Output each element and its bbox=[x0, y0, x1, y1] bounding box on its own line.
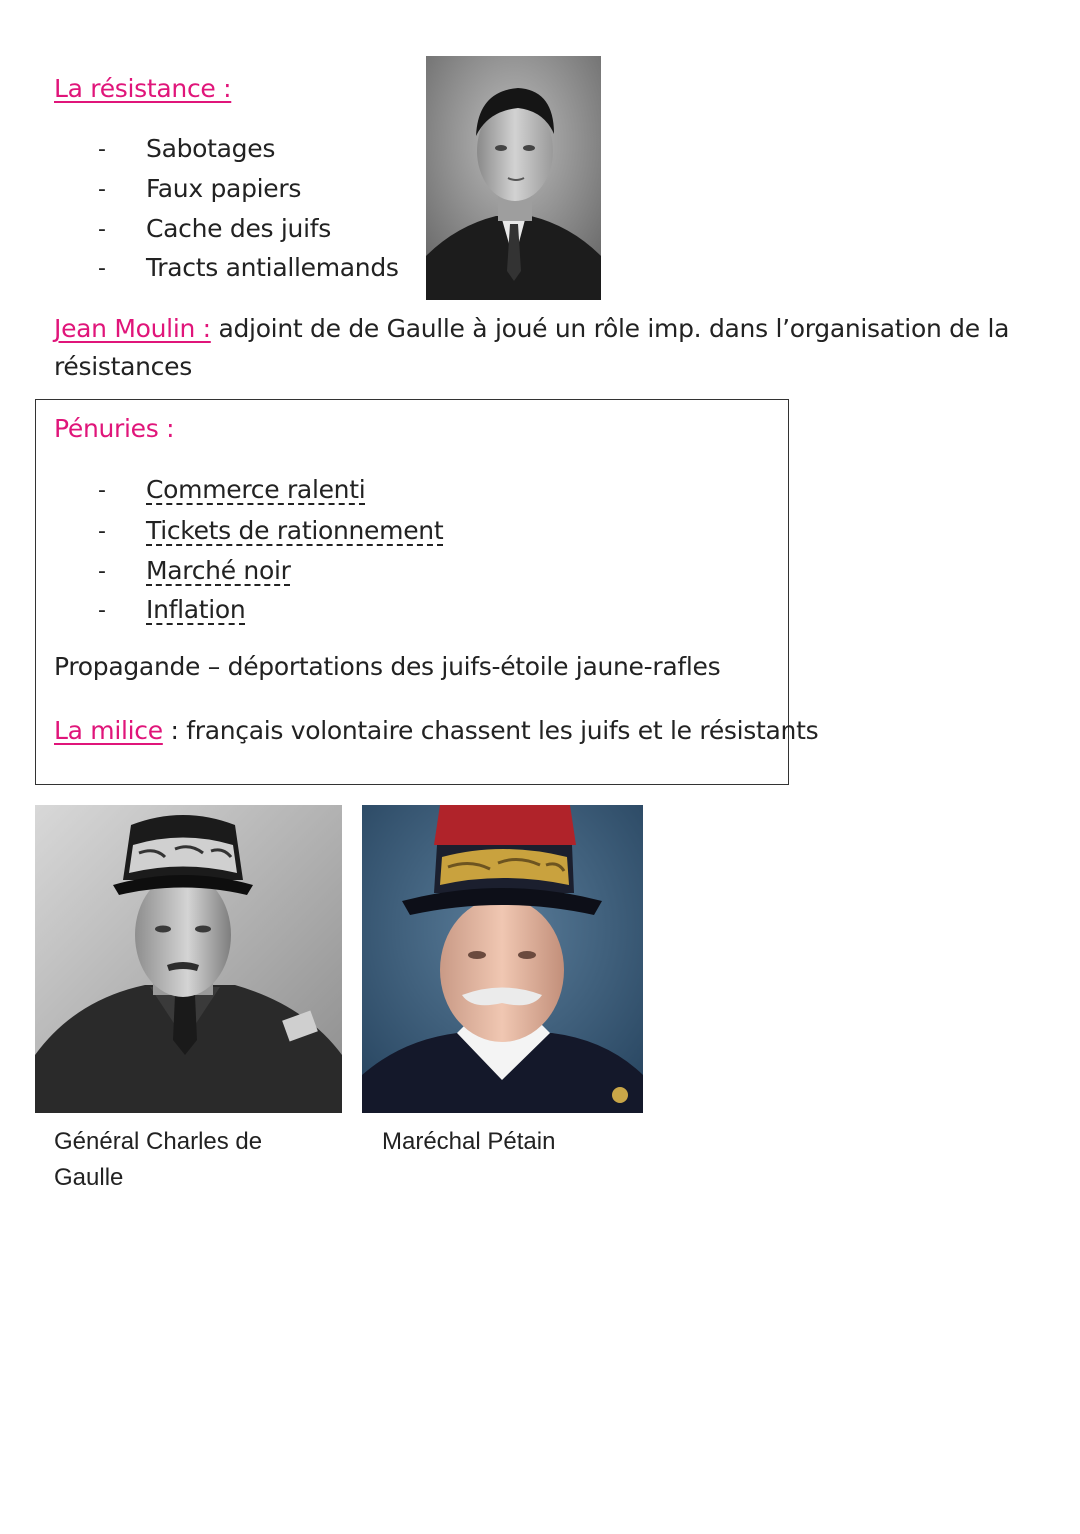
milice-label: La milice bbox=[54, 716, 163, 745]
penuries-heading: Pénuries : bbox=[54, 414, 175, 443]
petain-photo bbox=[362, 805, 643, 1113]
list-item: Cache des juifs bbox=[146, 214, 331, 243]
list-item: Tracts antiallemands bbox=[146, 253, 399, 282]
list-item: Commerce ralenti bbox=[146, 475, 366, 504]
jean-moulin-photo bbox=[426, 56, 601, 300]
list-item: Sabotages bbox=[146, 134, 276, 163]
list-bullet: - bbox=[98, 478, 106, 503]
list-bullet: - bbox=[98, 519, 106, 544]
list-bullet: - bbox=[98, 598, 106, 623]
list-item: Faux papiers bbox=[146, 174, 302, 203]
list-item: Marché noir bbox=[146, 556, 291, 585]
milice-line bbox=[54, 716, 818, 745]
list-item: Inflation bbox=[146, 595, 246, 624]
list-bullet: - bbox=[98, 177, 106, 202]
de-gaulle-caption-line2: Gaulle bbox=[54, 1164, 124, 1191]
de-gaulle-caption-line1: Général Charles de bbox=[54, 1128, 263, 1155]
milice-text: : français volontaire chassent les juifs et le résistants bbox=[162, 716, 819, 745]
list-item: Tickets de rationnement bbox=[146, 516, 444, 545]
resistance-heading: La résistance : bbox=[54, 74, 232, 103]
de-gaulle-photo bbox=[35, 805, 342, 1113]
list-bullet: - bbox=[98, 137, 106, 162]
jean-moulin-name: Jean Moulin : bbox=[54, 314, 211, 343]
jean-moulin-line2: résistances bbox=[54, 352, 192, 381]
petain-caption: Maréchal Pétain bbox=[382, 1128, 556, 1155]
jean-moulin-text: adjoint de de Gaulle à joué un rôle imp. dans l’organisation de la bbox=[218, 314, 1010, 343]
list-bullet: - bbox=[98, 256, 106, 281]
propagande-line: Propagande – déportations des juifs-étoile jaune-rafles bbox=[54, 652, 721, 681]
list-bullet: - bbox=[98, 559, 106, 584]
list-bullet: - bbox=[98, 217, 106, 242]
jean-moulin-line1 bbox=[54, 314, 1014, 343]
de-gaulle-caption bbox=[54, 1124, 262, 1196]
